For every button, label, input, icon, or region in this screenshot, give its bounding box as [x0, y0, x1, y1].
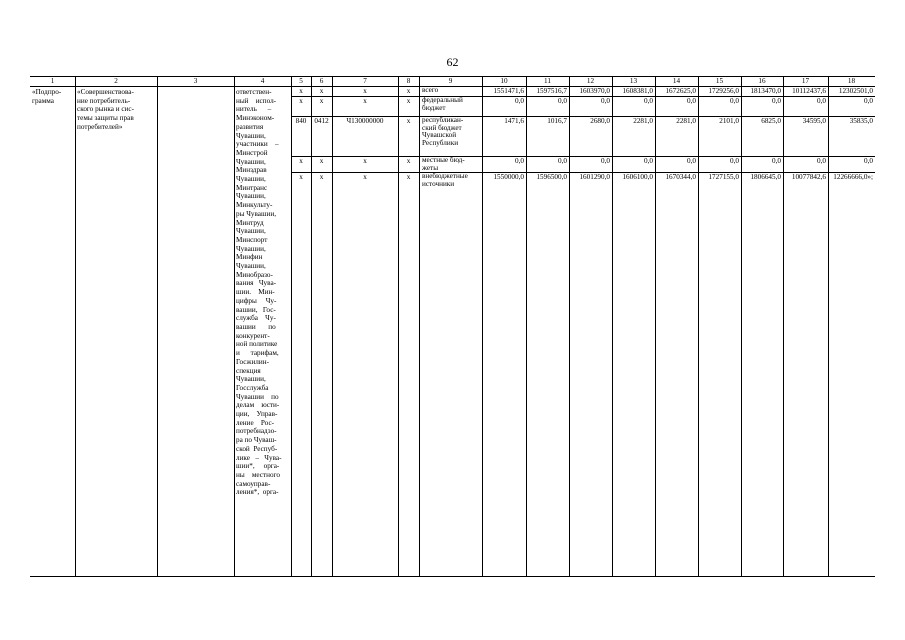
funding-source-line: бюджет: [422, 103, 446, 112]
responsible-executor-line: Минтранс: [236, 183, 268, 192]
amount-cell-col-10: 1550000,0: [493, 173, 524, 181]
header-col-7: 7: [363, 77, 367, 85]
header-col-1: 1: [50, 77, 55, 85]
amount-cell-col-12: 1601290,0: [579, 173, 610, 181]
funding-source-cell: [422, 157, 480, 172]
amount-cell-col-15: 2101,0: [719, 117, 739, 125]
responsible-executor-cell: [236, 88, 289, 497]
amount-cell-col-15: 0,0: [730, 97, 739, 105]
amount-cell-col-17: 10077842,6: [791, 173, 826, 181]
funding-source-line: Республики: [422, 138, 459, 147]
amount-cell-col-18: 12302501,0: [838, 87, 873, 95]
amount-cell-col-18: 12266666,0»;: [833, 173, 873, 181]
amount-cell-col-10: 0,0: [515, 157, 524, 165]
grid-line-col-6: [332, 76, 333, 576]
responsible-executor-line: Минтруд: [236, 218, 264, 227]
amount-cell-col-18: 0,0: [864, 97, 873, 105]
responsible-executor-line: Чувашии,: [236, 262, 266, 271]
code-cell-8: х: [406, 97, 411, 105]
responsible-executor-line: Минобразо-: [236, 270, 273, 279]
amount-cell-col-15: 1729256,0: [708, 87, 739, 95]
responsible-executor-line: Чувашии,: [236, 244, 266, 253]
header-col-14: 14: [672, 77, 681, 85]
responsible-executor-line: ответствен-: [236, 88, 272, 96]
responsible-executor-line: участники –: [236, 140, 279, 149]
amount-cell-col-10: 1551471,6: [493, 87, 524, 95]
responsible-executor-line: Минфин: [236, 253, 263, 262]
amount-cell-col-13: 2281,0: [633, 117, 653, 125]
code-cell-5: х: [299, 157, 303, 165]
amount-cell-col-16: 1806645,0: [750, 173, 781, 181]
code-cell-6: х: [319, 97, 324, 105]
grid-line-col-15: [741, 76, 742, 576]
amount-cell-col-11: 0,0: [558, 97, 567, 105]
amount-cell-col-14: 0,0: [687, 97, 696, 105]
funding-source-cell: [422, 87, 480, 95]
grid-line-col-2: [157, 76, 158, 576]
grid-line-col-3: [234, 76, 235, 576]
code-cell-6: х: [319, 87, 324, 95]
amount-cell-col-14: 1670344,0: [665, 173, 696, 181]
amount-cell-col-13: 1606100,0: [622, 173, 653, 181]
amount-cell-col-13: 0,0: [644, 97, 653, 105]
grid-line-col-1: [75, 76, 76, 576]
responsible-executor-line: Минкульту-: [236, 201, 273, 210]
code-cell-6: х: [319, 173, 324, 181]
responsible-executor-line: ления*, орга-: [236, 488, 279, 497]
header-col-2: 2: [114, 77, 118, 85]
program-name-line-4: темы защиты прав: [77, 114, 134, 123]
code-cell-7: х: [363, 173, 367, 181]
responsible-executor-line: делам юсти-: [236, 401, 280, 410]
responsible-executor-line: конкурент-: [236, 331, 270, 340]
responsible-executor-line: ление Рос-: [236, 418, 275, 427]
responsible-executor-line: Госжилин-: [236, 357, 269, 366]
code-cell-6: 0412: [314, 117, 329, 125]
amount-cell-col-10: 1471,6: [504, 117, 524, 125]
grid-line-col-16: [783, 76, 784, 576]
responsible-executor-line: ный испол-: [236, 96, 277, 105]
page-number: 62: [446, 55, 459, 69]
grid-line-col-13: [655, 76, 656, 576]
amount-cell-col-15: 0,0: [730, 157, 739, 165]
amount-cell-col-18: 0,0: [864, 157, 873, 165]
header-col-16: 16: [758, 77, 766, 85]
program-name-line-3: ского рынка и сис-: [77, 105, 134, 114]
amount-cell-col-12: 1603970,0: [579, 87, 610, 95]
amount-cell-col-16: 1813470,0: [750, 87, 781, 95]
code-cell-5: х: [299, 173, 303, 181]
program-type-cell: [32, 88, 72, 105]
header-col-3: 3: [193, 77, 198, 85]
amount-cell-col-18: 35835,0: [849, 117, 873, 125]
funding-source-line: источники: [422, 179, 455, 188]
code-cell-8: х: [406, 157, 411, 165]
responsible-executor-line: и тарифам,: [236, 349, 279, 358]
grid-line-col-11: [569, 76, 570, 576]
responsible-executor-line: Госслужба: [236, 383, 269, 392]
grid-line-col-8: [419, 76, 420, 576]
program-name-line-1: «Совершенствова-: [77, 88, 134, 96]
responsible-executor-line: Чувашии,: [236, 227, 266, 236]
code-cell-6: х: [319, 157, 324, 165]
responsible-executor-line: шии. Мин-: [236, 288, 275, 297]
header-col-17: 17: [801, 77, 810, 85]
amount-cell-col-13: 0,0: [644, 157, 653, 165]
funding-source-line: всего: [422, 86, 439, 94]
funding-source-cell: [422, 97, 480, 112]
responsible-executor-line: Минэконом-: [236, 114, 275, 123]
grid-line-col-5: [311, 76, 312, 576]
amount-cell-col-11: 1016,7: [547, 117, 567, 125]
code-cell-7: х: [363, 87, 367, 95]
grid-line-col-12: [612, 76, 613, 576]
funding-source-line: федеральный: [422, 96, 463, 104]
program-type-line-1: «Подпро-: [32, 88, 62, 96]
responsible-executor-line: Чувашии,: [236, 131, 266, 140]
funding-source-line: местные бюд-: [422, 156, 465, 164]
responsible-executor-line: нитель –: [236, 105, 272, 114]
funding-source-line: жеты: [422, 163, 439, 172]
code-cell-7: Ч130000000: [346, 117, 384, 125]
funding-source-line: внебюджетные: [422, 172, 468, 180]
header-col-6: 6: [319, 77, 324, 85]
amount-cell-col-12: 0,0: [601, 157, 610, 165]
responsible-executor-line: лике – Чува-: [236, 453, 282, 462]
amount-cell-col-11: 1597516,7: [536, 87, 567, 95]
header-col-8: 8: [406, 77, 411, 85]
responsible-executor-line: Минздрав: [236, 166, 267, 175]
code-cell-5: 840: [295, 117, 307, 125]
header-col-5: 5: [299, 77, 303, 85]
program-type-line-2: грамма: [32, 96, 54, 105]
responsible-executor-line: ны местного: [236, 470, 280, 479]
responsible-executor-line: ции, Управ-: [236, 410, 278, 419]
amount-cell-col-16: 0,0: [772, 157, 781, 165]
responsible-executor-line: Чувашии,: [236, 375, 266, 384]
amount-cell-col-14: 0,0: [687, 157, 696, 165]
header-col-4: 4: [260, 77, 265, 85]
grid-line-bottom: [30, 576, 875, 577]
responsible-executor-line: спекция: [236, 366, 261, 375]
amount-cell-col-15: 1727155,0: [708, 173, 739, 181]
grid-line-col-9: [482, 76, 483, 576]
responsible-executor-line: вашии по: [236, 322, 276, 331]
grid-line-col-14: [698, 76, 699, 576]
funding-source-cell: [422, 173, 480, 188]
header-col-12: 12: [586, 77, 595, 85]
header-col-13: 13: [629, 77, 638, 85]
grid-line-col-17: [828, 76, 829, 576]
header-col-15: 15: [715, 77, 724, 85]
amount-cell-col-16: 0,0: [772, 97, 781, 105]
responsible-executor-line: развития: [236, 122, 264, 131]
responsible-executor-line: потребнадзо-: [236, 427, 277, 436]
funding-source-line: республикан-: [422, 116, 464, 124]
responsible-executor-line: Минспорт: [236, 235, 268, 244]
code-cell-5: х: [299, 97, 303, 105]
responsible-executor-line: Чувашии,: [236, 175, 266, 184]
header-col-10: 10: [500, 77, 508, 85]
responsible-executor-line: Чувашии,: [236, 157, 266, 166]
code-cell-7: х: [363, 97, 367, 105]
responsible-executor-line: служба Чу-: [236, 314, 276, 323]
code-cell-8: х: [406, 173, 411, 181]
responsible-executor-line: Чувашии по: [236, 392, 279, 401]
responsible-executor-line: ской Респуб-: [236, 444, 278, 453]
amount-cell-col-11: 0,0: [558, 157, 567, 165]
grid-line-col-7: [398, 76, 399, 576]
amount-cell-col-10: 0,0: [515, 97, 524, 105]
code-cell-8: х: [406, 117, 411, 125]
responsible-executor-line: ра по Чуваш-: [236, 436, 277, 445]
code-cell-8: х: [406, 87, 411, 95]
code-cell-7: х: [363, 157, 367, 165]
responsible-executor-line: ной политике: [236, 340, 278, 349]
funding-source-line: ский бюджет: [422, 123, 462, 132]
code-cell-5: х: [299, 87, 303, 95]
program-name-cell: [77, 88, 155, 132]
responsible-executor-line: Чувашии,: [236, 192, 266, 201]
header-col-18: 18: [847, 77, 856, 85]
funding-source-line: Чувашской: [422, 131, 457, 140]
amount-cell-col-12: 2680,0: [590, 117, 610, 125]
header-col-9: 9: [448, 77, 453, 85]
amount-cell-col-16: 6825,0: [761, 117, 781, 125]
program-name-line-5: потребителей»: [77, 122, 123, 131]
responsible-executor-line: самоуправ-: [236, 479, 271, 488]
responsible-executor-line: ры Чувашии,: [236, 209, 276, 218]
amount-cell-col-17: 0,0: [817, 157, 826, 165]
responsible-executor-line: Минстрой: [236, 148, 268, 157]
responsible-executor-line: шии*, орга-: [236, 462, 280, 471]
amount-cell-col-14: 2281,0: [676, 117, 696, 125]
amount-cell-col-17: 10112437,6: [792, 87, 826, 95]
amount-cell-col-17: 0,0: [817, 97, 826, 105]
responsible-executor-line: вания Чува-: [236, 279, 277, 288]
grid-line-col-4: [291, 76, 292, 576]
responsible-executor-line: вашии, Гос-: [236, 305, 276, 314]
amount-cell-col-14: 1672625,0: [665, 87, 696, 95]
amount-cell-col-17: 34595,0: [802, 117, 826, 125]
grid-line-col-10: [526, 76, 527, 576]
amount-cell-col-12: 0,0: [601, 97, 610, 105]
amount-cell-col-13: 1608381,0: [622, 87, 653, 95]
header-col-11: 11: [544, 77, 551, 85]
funding-source-cell: [422, 117, 480, 147]
responsible-executor-line: цифры Чу-: [236, 296, 277, 305]
program-name-line-2: ние потребитель-: [77, 96, 131, 105]
amount-cell-col-11: 1596500,0: [536, 173, 567, 181]
